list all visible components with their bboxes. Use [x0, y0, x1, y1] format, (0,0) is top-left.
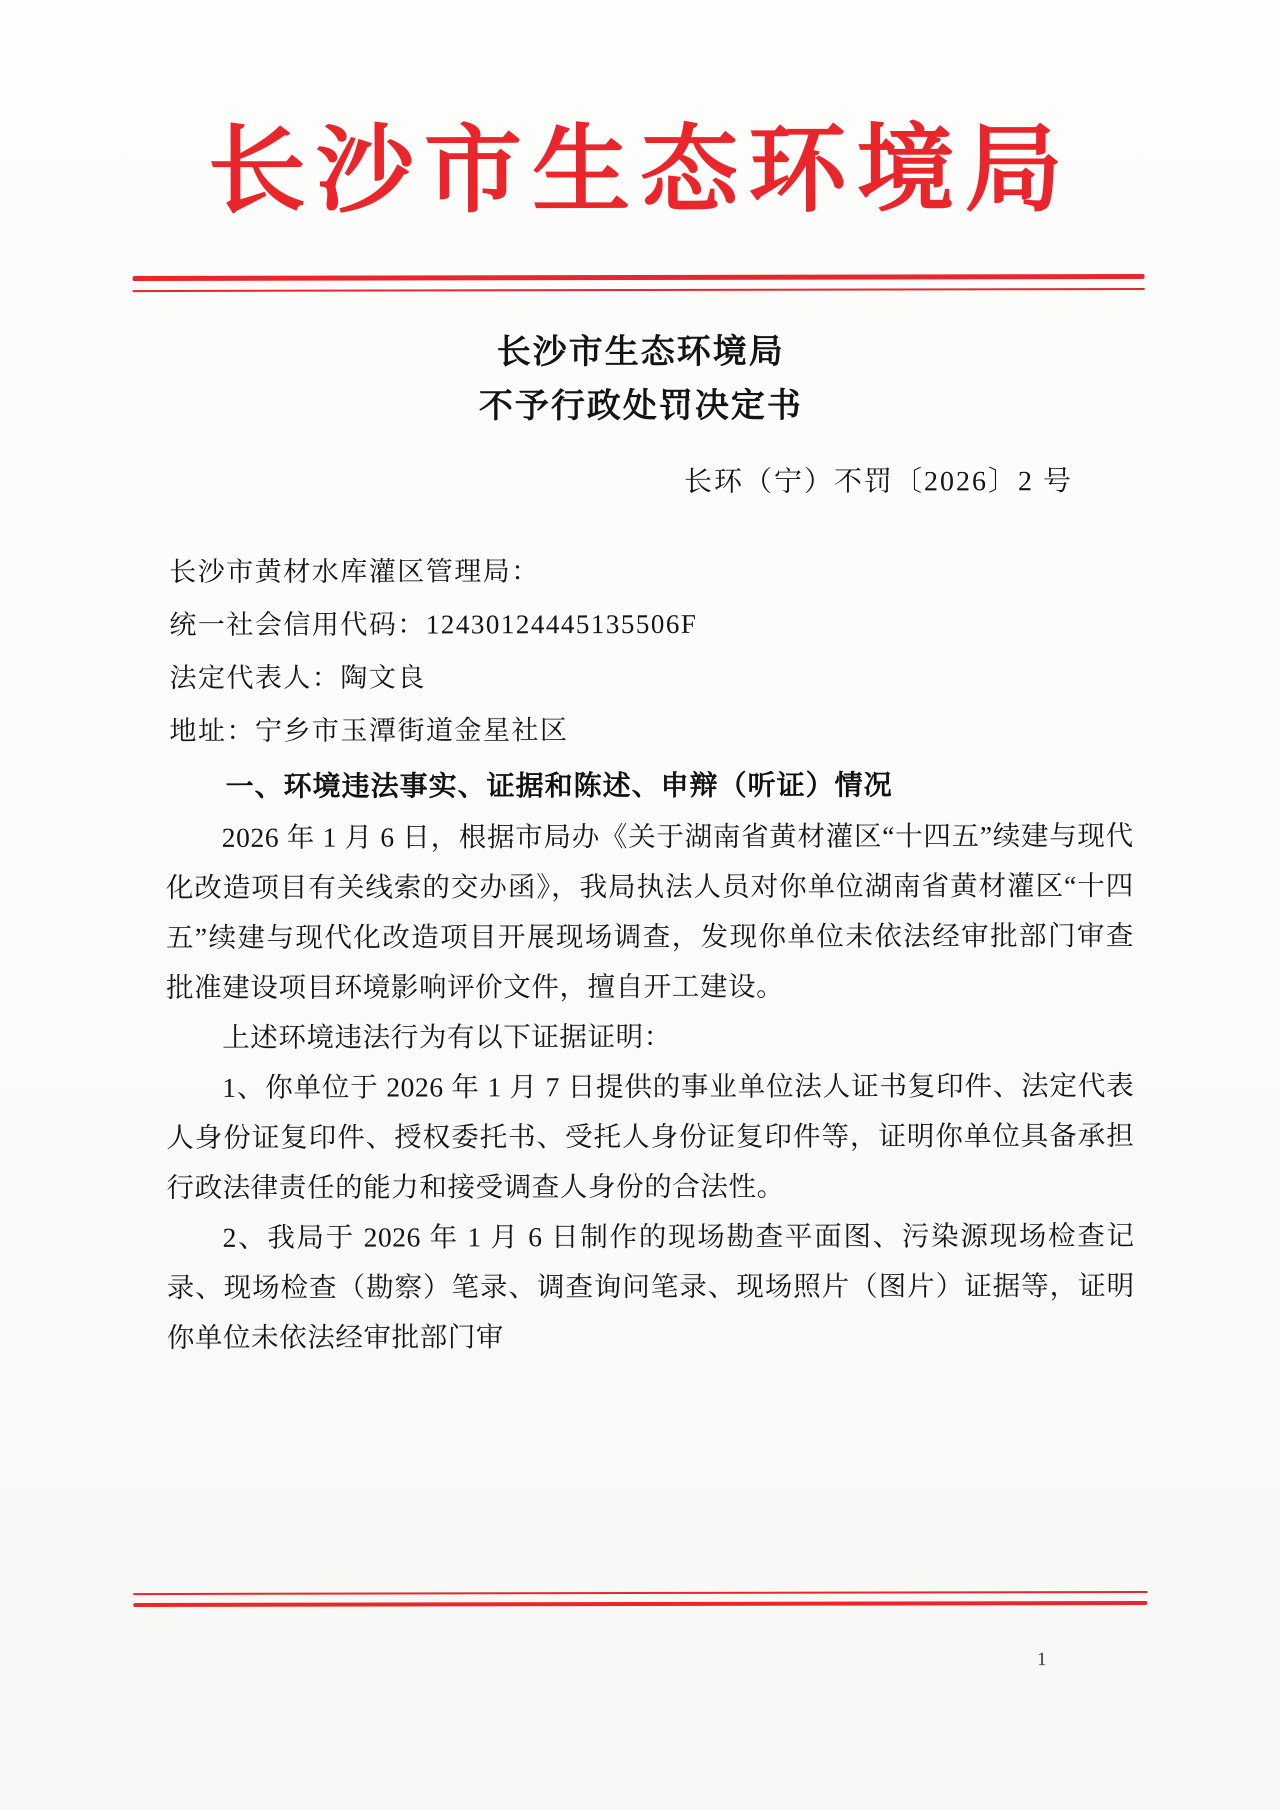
agency-masthead-title: 长沙市生态环境局: [207, 112, 1073, 227]
body-content: [166, 811, 1135, 1363]
section-heading-one: 一、环境违法事实、证据和陈述、申辩（听证）情况: [225, 770, 893, 803]
masthead: [160, 112, 1120, 227]
header-rule-thin: [133, 288, 1145, 292]
paragraph-evidence-item-2: 2、我局于 2026 年 1 月 6 日制作的现场勘查平面图、污染源现场检查记录、现场检查（勘察）笔录、调查询问笔录、现场照片（图片）证据等，证明你单位未依法经审批部门审: [166, 1219, 1135, 1353]
header-rule-group: [133, 274, 1145, 292]
addressee-block: [169, 544, 1129, 758]
document-sheet: [120, 0, 1164, 1811]
footer-rule-thin: [133, 1591, 1147, 1595]
addressee-organization: 长沙市黄材水库灌区管理局：: [169, 556, 540, 587]
page-number: 1: [1036, 1649, 1048, 1671]
header-rule-thick: [133, 274, 1145, 281]
footer-rule-thick: [133, 1601, 1147, 1607]
document-number: 长环（宁）不罚〔2026〕2 号: [683, 466, 1074, 498]
document-title-line1: 长沙市生态环境局: [496, 331, 785, 373]
document-title: [121, 324, 1161, 434]
paragraph-evidence-item-1: 1、你单位于 2026 年 1 月 7 日提供的事业单位法人证书复印件、法定代表人身份证复印件、授权委托书、受托人身份证复印件等，证明你单位具备承担行政法律责任的能力和接受调查人身份的合法性。: [166, 1069, 1135, 1203]
footer-rule-group: [133, 1591, 1147, 1607]
document-title-line2: 不予行政处罚决定书: [478, 385, 803, 427]
addressee-address: 地址：宁乡市玉潭街道金星社区: [169, 715, 569, 746]
addressee-credit-code: 统一社会信用代码：12430124445135506F: [169, 608, 698, 640]
paragraph-evidence-intro: 上述环境违法行为有以下证据证明：: [222, 1020, 672, 1053]
paragraph-investigation: 2026 年 1 月 6 日，根据市局办《关于湖南省黄材灌区“十四五”续建与现代化改造项目有关线索的交办函》，我局执法人员对你单位湖南省黄材灌区“十四五”续建与现代化改造项目开展现场调查，发现你单位未依法经审批部门审查批准建设项目环境影响评价文件，擅自开工建设。: [165, 819, 1134, 1003]
addressee-legal-representative: 法定代表人：陶文良: [169, 662, 426, 693]
